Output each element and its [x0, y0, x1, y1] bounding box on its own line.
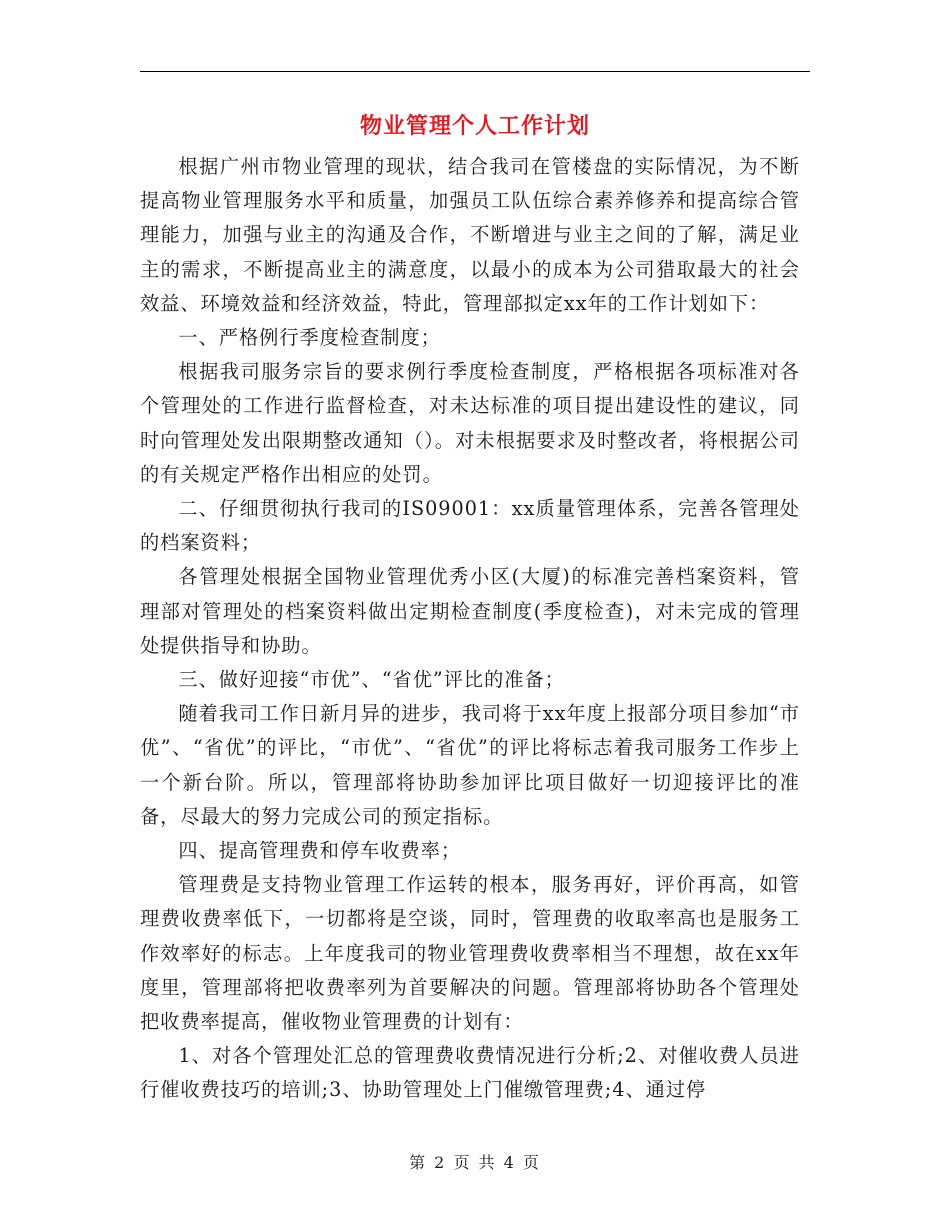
page-footer: 第 2 页 共 4 页 — [409, 1153, 541, 1172]
document-body — [140, 150, 800, 1108]
section-heading-1: 一、严格例行季度检查制度； — [178, 326, 441, 350]
document-title: 物业管理个人工作计划 — [359, 113, 590, 139]
paragraph-intro: 根据广州市物业管理的现状，结合我司在管楼盘的实际情况，为不断提高物业管理服务水平和质量，加强员工队伍综合素养修养和提高综合管理能力，加强与业主的沟通及合作，不断增进与业主之间的了解，满足业主的需求，不断提高业主的满意度，以最小的成本为公司猎取最大的社会效益、环境效益和经济效益，特此，管理部拟定xx年的工作计划如下： — [140, 155, 800, 315]
paragraph-3: 随着我司工作日新月异的进步，我司将于xx年度上报部分项目参加“市优”、“省优”的评比，“市优”、“省优”的评比将标志着我司服务工作步上一个新台阶。所以，管理部将协助参加评比项目做好一切迎接评比的准备，尽最大的努力完成公司的预定指标。 — [140, 702, 800, 828]
paragraph-5: 1、对各个管理处汇总的管理费收费情况进行分析;2、对催收费人员进行催收费技巧的培训;3、协助管理处上门催缴管理费;4、通过停 — [140, 1044, 800, 1102]
paragraph-2: 各管理处根据全国物业管理优秀小区(大厦)的标准完善档案资料，管理部对管理处的档案资料做出定期检查制度(季度检查)，对未完成的管理处提供指导和协助。 — [140, 565, 800, 657]
section-heading-4: 四、提高管理费和停车收费率； — [178, 839, 462, 863]
header-rule — [140, 71, 810, 72]
paragraph-4: 管理费是支持物业管理工作运转的根本，服务再好，评价再高，如管理费收费率低下，一切都将是空谈，同时，管理费的收取率高也是服务工作效率好的标志。上年度我司的物业管理费收费率相当不理想，故在xx年度里，管理部将把收费率列为首要解决的问题。管理部将协助各个管理处把收费率提高，催收物业管理费的计划有： — [140, 873, 800, 1034]
section-heading-2: 二、仔细贯彻执行我司的IS09001：xx质量管理体系，完善各管理处的档案资料； — [140, 497, 800, 555]
paragraph-1: 根据我司服务宗旨的要求例行季度检查制度，严格根据各项标准对各个管理处的工作进行监督检查，对未达标准的项目提出建设性的建议，同时向管理处发出限期整改通知（）。对未根据要求及时整改者，将根据公司的有关规定严格作出相应的处罚。 — [140, 360, 800, 486]
section-heading-3: 三、做好迎接“市优”、“省优”评比的准备； — [178, 668, 565, 692]
